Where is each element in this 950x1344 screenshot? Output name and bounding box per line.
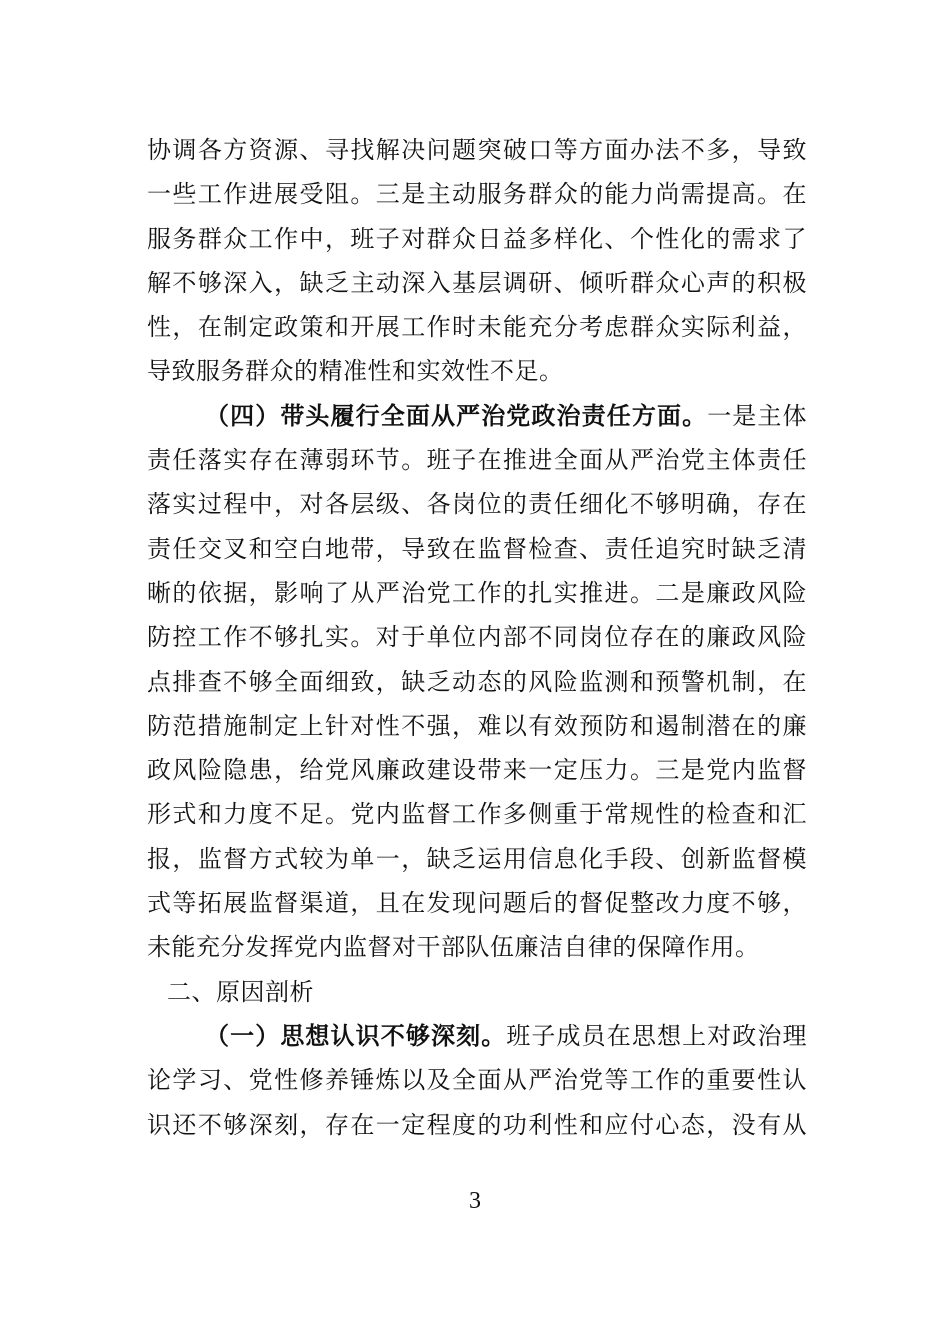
text-line: 点排查不够全面细致，缺乏动态的风险监测和预警机制，在 <box>147 667 807 696</box>
text-line: 落实过程中，对各层级、各岗位的责任细化不够明确，存在 <box>147 490 807 519</box>
text-line: 协调各方资源、寻找解决问题突破口等方面办法不多，导致 <box>147 136 807 164</box>
text-line: 识还不够深刻，存在一定程度的功利性和应付心态，没有从 <box>147 1110 807 1139</box>
text-line: 政风险隐患，给党风廉政建设带来一定压力。三是党内监督 <box>147 756 807 785</box>
page-number: 3 <box>469 1188 481 1214</box>
section-4-first-line <box>147 394 807 438</box>
cause-1-first-line <box>147 1014 807 1058</box>
text-line: 未能充分发挥党内监督对干部队伍廉洁自律的保障作用。 <box>147 933 760 962</box>
text-line: 责任落实存在薄弱环节。班子在推进全面从严治党主体责任 <box>147 446 807 475</box>
text-line: 报，监督方式较为单一，缺乏运用信息化手段、创新监督模 <box>147 844 807 873</box>
text-line: 防控工作不够扎实。对于单位内部不同岗位存在的廉政风险 <box>147 623 807 652</box>
text-line: 防范措施制定上针对性不强，难以有效预防和遏制潜在的廉 <box>147 711 807 740</box>
text-line: 性，在制定政策和开展工作时未能充分考虑群众实际利益， <box>147 313 807 342</box>
text-line: 一些工作进展受阻。三是主动服务群众的能力尚需提高。在 <box>147 180 807 209</box>
text-line: 论学习、党性修养锤炼以及全面从严治党等工作的重要性认 <box>147 1066 807 1095</box>
text-line: 责任交叉和空白地带，导致在监督检查、责任追究时缺乏清 <box>147 534 807 563</box>
text-line: 式等拓展监督渠道，且在发现问题后的督促整改力度不够， <box>147 889 807 918</box>
text-line: 晰的依据，影响了从严治党工作的扎实推进。二是廉政风险 <box>147 578 807 607</box>
text-line: 形式和力度不足。党内监督工作多侧重于常规性的检查和汇 <box>147 800 807 829</box>
section-heading: 二、原因剖析 <box>167 977 314 1006</box>
body-text <box>147 128 807 1147</box>
cause-1-title: （一）思想认识不够深刻。 <box>205 1020 507 1050</box>
section-4-title: （四）带头履行全面从严治党政治责任方面。 <box>205 400 708 430</box>
section-4-lead: 一是主体 <box>707 401 808 430</box>
text-line: 导致服务群众的精准性和实效性不足。 <box>147 357 564 386</box>
text-line: 服务群众工作中，班子对群众日益多样化、个性化的需求了 <box>147 224 807 253</box>
text-line: 解不够深入，缺乏主动深入基层调研、倾听群众心声的积极 <box>147 268 807 297</box>
cause-1-lead: 班子成员在思想上对政治理 <box>506 1021 808 1050</box>
